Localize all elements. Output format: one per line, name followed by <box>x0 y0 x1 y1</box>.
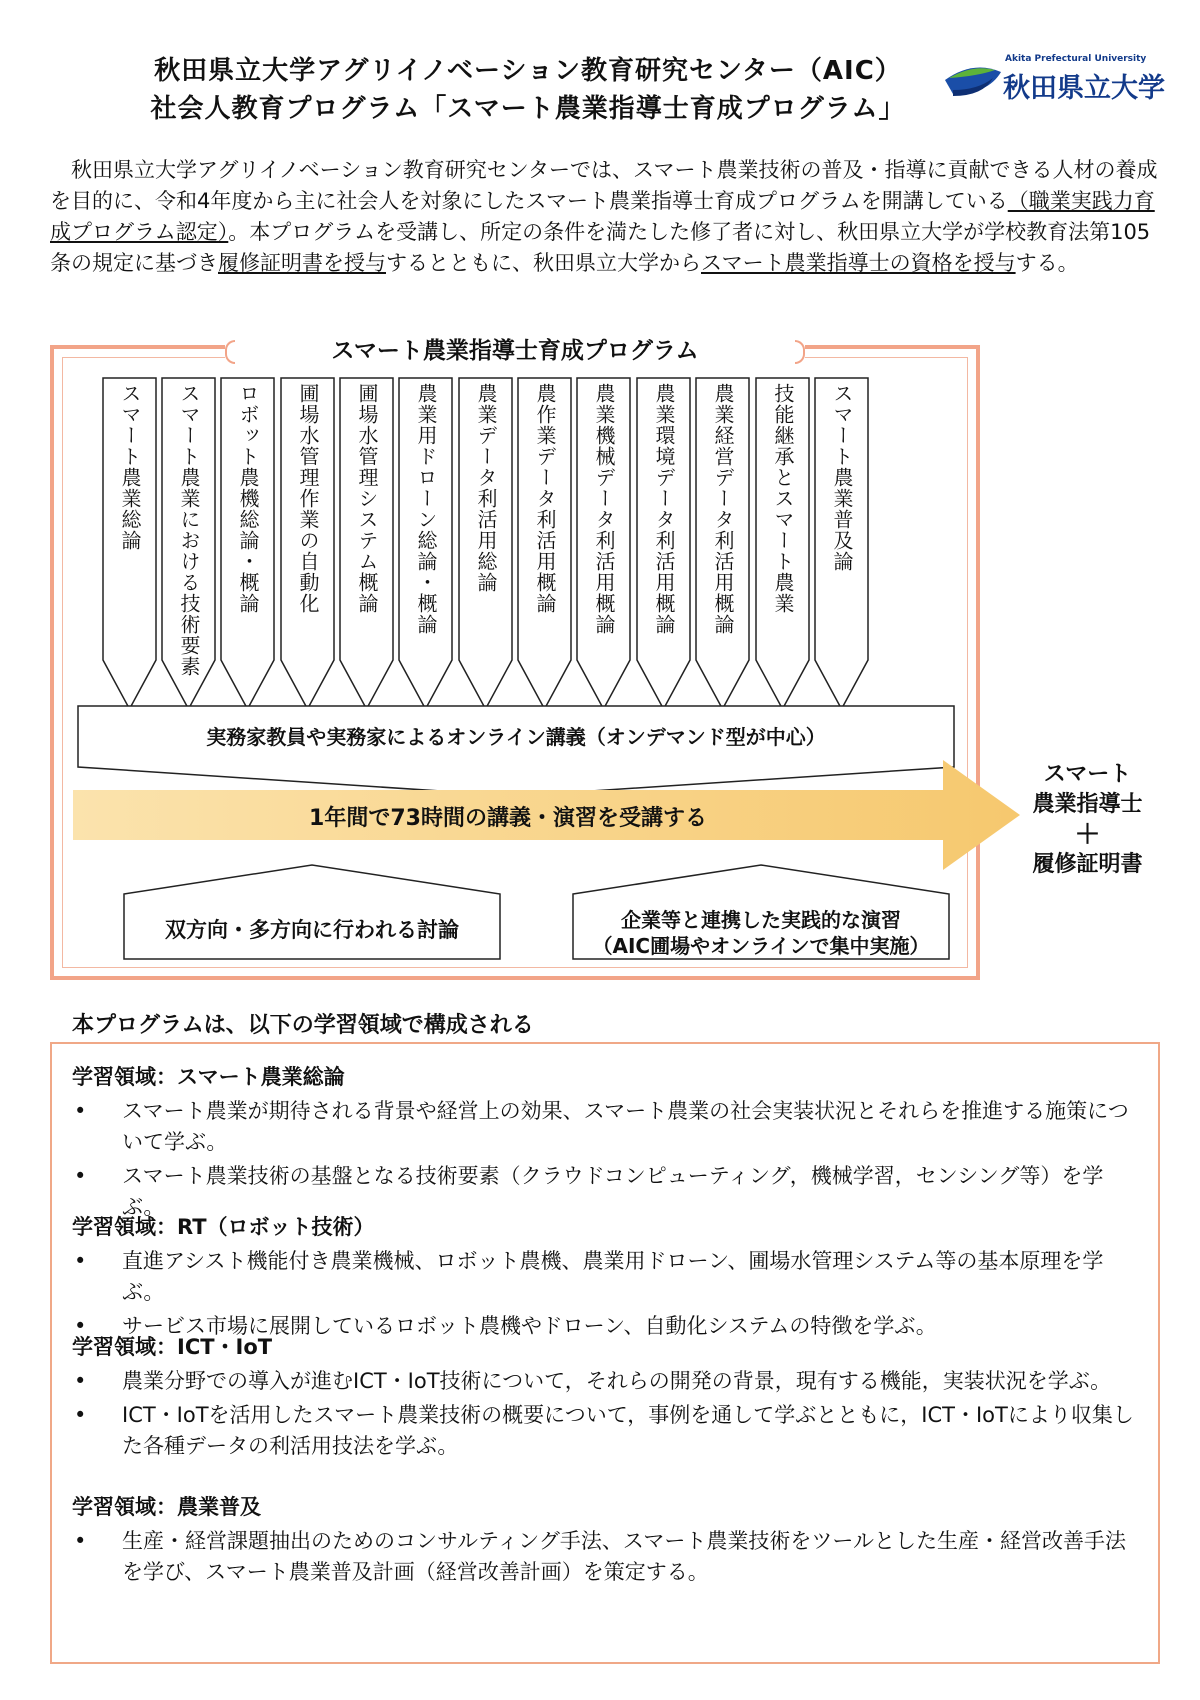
cert-line-3: 履修証明書 <box>1032 852 1143 877</box>
course-label: スマート農業における技術要素 <box>177 383 201 677</box>
bullet-dot-icon: • <box>74 1164 87 1188</box>
course-column <box>517 377 572 710</box>
intro-paragraph <box>50 155 1160 279</box>
bullet-text: ICT・IoTを活用したスマート農業技術の概要について，事例を通して学ぶとともに，ICT・IoTにより収集した各種データの利活用技法を学ぶ。 <box>122 1403 1134 1458</box>
program-title-wrap <box>225 336 805 368</box>
logo-mark-icon <box>943 50 1003 100</box>
course-column <box>161 377 216 710</box>
cert-plus: ＋ <box>1074 820 1101 850</box>
learning-area-bullets <box>72 1526 1142 1588</box>
cert-line-2: 農業指導士 <box>1032 792 1143 817</box>
intro-text-4: する。 <box>1015 251 1079 275</box>
bullet-text: 農業分野での導入が進むICT・IoT技術について，それらの開発の背景，現有する機能，実装状況を学ぶ。 <box>122 1369 1112 1393</box>
intro-text-1: 秋田県立大学アグリイノベーション教育研究センターでは、スマート農業技術の普及・指導に貢献できる人材の養成を目的に、令和4年度から主に社会人を対象にしたスマート農業指導士育成プログラムを開講している <box>50 158 1158 213</box>
learning-area <box>72 1332 1142 1465</box>
intro-underline-certification: （職業実践力育成プログラム認定） <box>50 189 1155 244</box>
intro-underline-qualification: スマート農業指導士の資格を授与 <box>701 251 1016 275</box>
course-column <box>755 377 810 710</box>
learning-area-title: 学習領域：スマート農業総論 <box>72 1065 345 1089</box>
intro-text-2: 。本プログラムを受講し、所定の条件を満たした修了者に対し、秋田県立大学が学校教育法第105 条の規定に基づき <box>50 220 1151 275</box>
program-title: スマート農業指導士育成プログラム <box>225 336 805 366</box>
learning-area <box>72 1492 1142 1591</box>
course-label: スマート農業総論 <box>118 383 142 551</box>
certification-result <box>1005 760 1170 880</box>
page-title <box>118 52 938 128</box>
logo-english: Akita Prefectural University <box>1005 54 1147 64</box>
online-lecture-label: 実務家教員や実務家によるオンライン講義（オンデマンド型が中心） <box>206 725 826 749</box>
bullet-text: 生産・経営課題抽出のためのコンサルティング手法、スマート農業技術をツールとした生産・経営改善手法を学び、スマート農業普及計画（経営改善計画）を策定する。 <box>122 1529 1127 1584</box>
progress-arrow <box>73 760 1020 870</box>
learning-area-title: 学習領域：ICT・IoT <box>72 1335 273 1359</box>
bullet-text: スマート農業が期待される背景や経営上の効果、スマート農業の社会実装状況とそれらを推進する施策について学ぶ。 <box>122 1099 1129 1154</box>
intro-underline-certificate: 履修証明書を授与 <box>218 251 386 275</box>
discussion-label: 双方向・多方向に行われる討論 <box>165 918 459 942</box>
course-label: 農業経営データ利活用概論 <box>711 383 735 635</box>
course-column <box>398 377 453 710</box>
course-column <box>280 377 335 710</box>
discussion-box <box>123 864 501 960</box>
course-label: 農業環境データ利活用概論 <box>652 383 676 635</box>
learning-area-bullets <box>72 1246 1142 1342</box>
brace-left <box>225 340 235 364</box>
title-line-1: 秋田県立大学アグリイノベーション教育研究センター（AIC） <box>154 56 902 86</box>
course-label: 農作業データ利活用概論 <box>533 383 557 614</box>
learning-area-bullets <box>72 1096 1142 1223</box>
bullet-dot-icon: • <box>74 1529 87 1553</box>
learning-areas-box <box>50 1042 1160 1664</box>
bullet-dot-icon: • <box>74 1099 87 1123</box>
course-label: 圃場水管理作業の自動化 <box>296 383 320 614</box>
course-column <box>814 377 869 710</box>
course-label: 農業用ドローン総論・概論 <box>414 383 438 635</box>
title-line-2: 社会人教育プログラム「スマート農業指導士育成プログラム」 <box>150 94 906 124</box>
course-column <box>636 377 691 710</box>
course-label: スマート農業普及論 <box>830 383 854 572</box>
bullet-item <box>72 1400 1142 1462</box>
bullet-item <box>72 1246 1142 1308</box>
learning-area-bullets <box>72 1366 1142 1462</box>
bullet-item <box>72 1096 1142 1158</box>
course-column <box>220 377 275 710</box>
cert-line-1: スマート <box>1043 762 1132 787</box>
learning-area <box>72 1212 1142 1345</box>
bullet-text: 直進アシスト機能付き農業機械、ロボット農機、農業用ドローン、圃場水管理システム等の基本原理を学ぶ。 <box>122 1249 1104 1304</box>
course-column <box>102 377 157 710</box>
course-label: 圃場水管理システム概論 <box>355 383 379 614</box>
practice-box <box>572 864 950 960</box>
logo-japanese: 秋田県立大学 <box>1003 73 1165 104</box>
intro-text-3: するとともに、秋田県立大学から <box>386 251 701 275</box>
learning-area-title: 学習領域：農業普及 <box>72 1495 261 1519</box>
bullet-dot-icon: • <box>74 1314 87 1338</box>
course-label: ロボット農機総論・概論 <box>236 383 260 614</box>
bullet-text: スマート農業技術の基盤となる技術要素（クラウドコンピューティング，機械学習，センシング等）を学ぶ。 <box>122 1164 1104 1219</box>
course-label: 農業データ利活用総論 <box>474 383 498 593</box>
bullet-dot-icon: • <box>74 1369 87 1393</box>
course-column <box>458 377 513 710</box>
course-column <box>339 377 394 710</box>
bullet-item <box>72 1526 1142 1588</box>
learning-area-title: 学習領域：RT（ロボット技術） <box>72 1215 375 1239</box>
university-logo <box>943 50 1173 106</box>
learning-areas-heading: 本プログラムは、以下の学習領域で構成される <box>72 1013 534 1038</box>
progress-arrow-label: 1年間で73時間の講義・演習を受講する <box>309 806 707 831</box>
learning-area <box>72 1062 1142 1226</box>
bullet-dot-icon: • <box>74 1403 87 1427</box>
course-label: 技能継承とスマート農業 <box>771 383 795 614</box>
course-column <box>695 377 750 710</box>
practice-label-1: 企業等と連携した実践的な演習 <box>621 908 901 932</box>
course-column <box>576 377 631 710</box>
course-label: 農業機械データ利活用概論 <box>592 383 616 635</box>
practice-label-2: （AIC圃場やオンラインで集中実施） <box>592 934 930 958</box>
bullet-text: サービス市場に展開しているロボット農機やドローン、自動化システムの特徴を学ぶ。 <box>122 1314 937 1338</box>
bullet-dot-icon: • <box>74 1249 87 1273</box>
bullet-item <box>72 1366 1142 1397</box>
